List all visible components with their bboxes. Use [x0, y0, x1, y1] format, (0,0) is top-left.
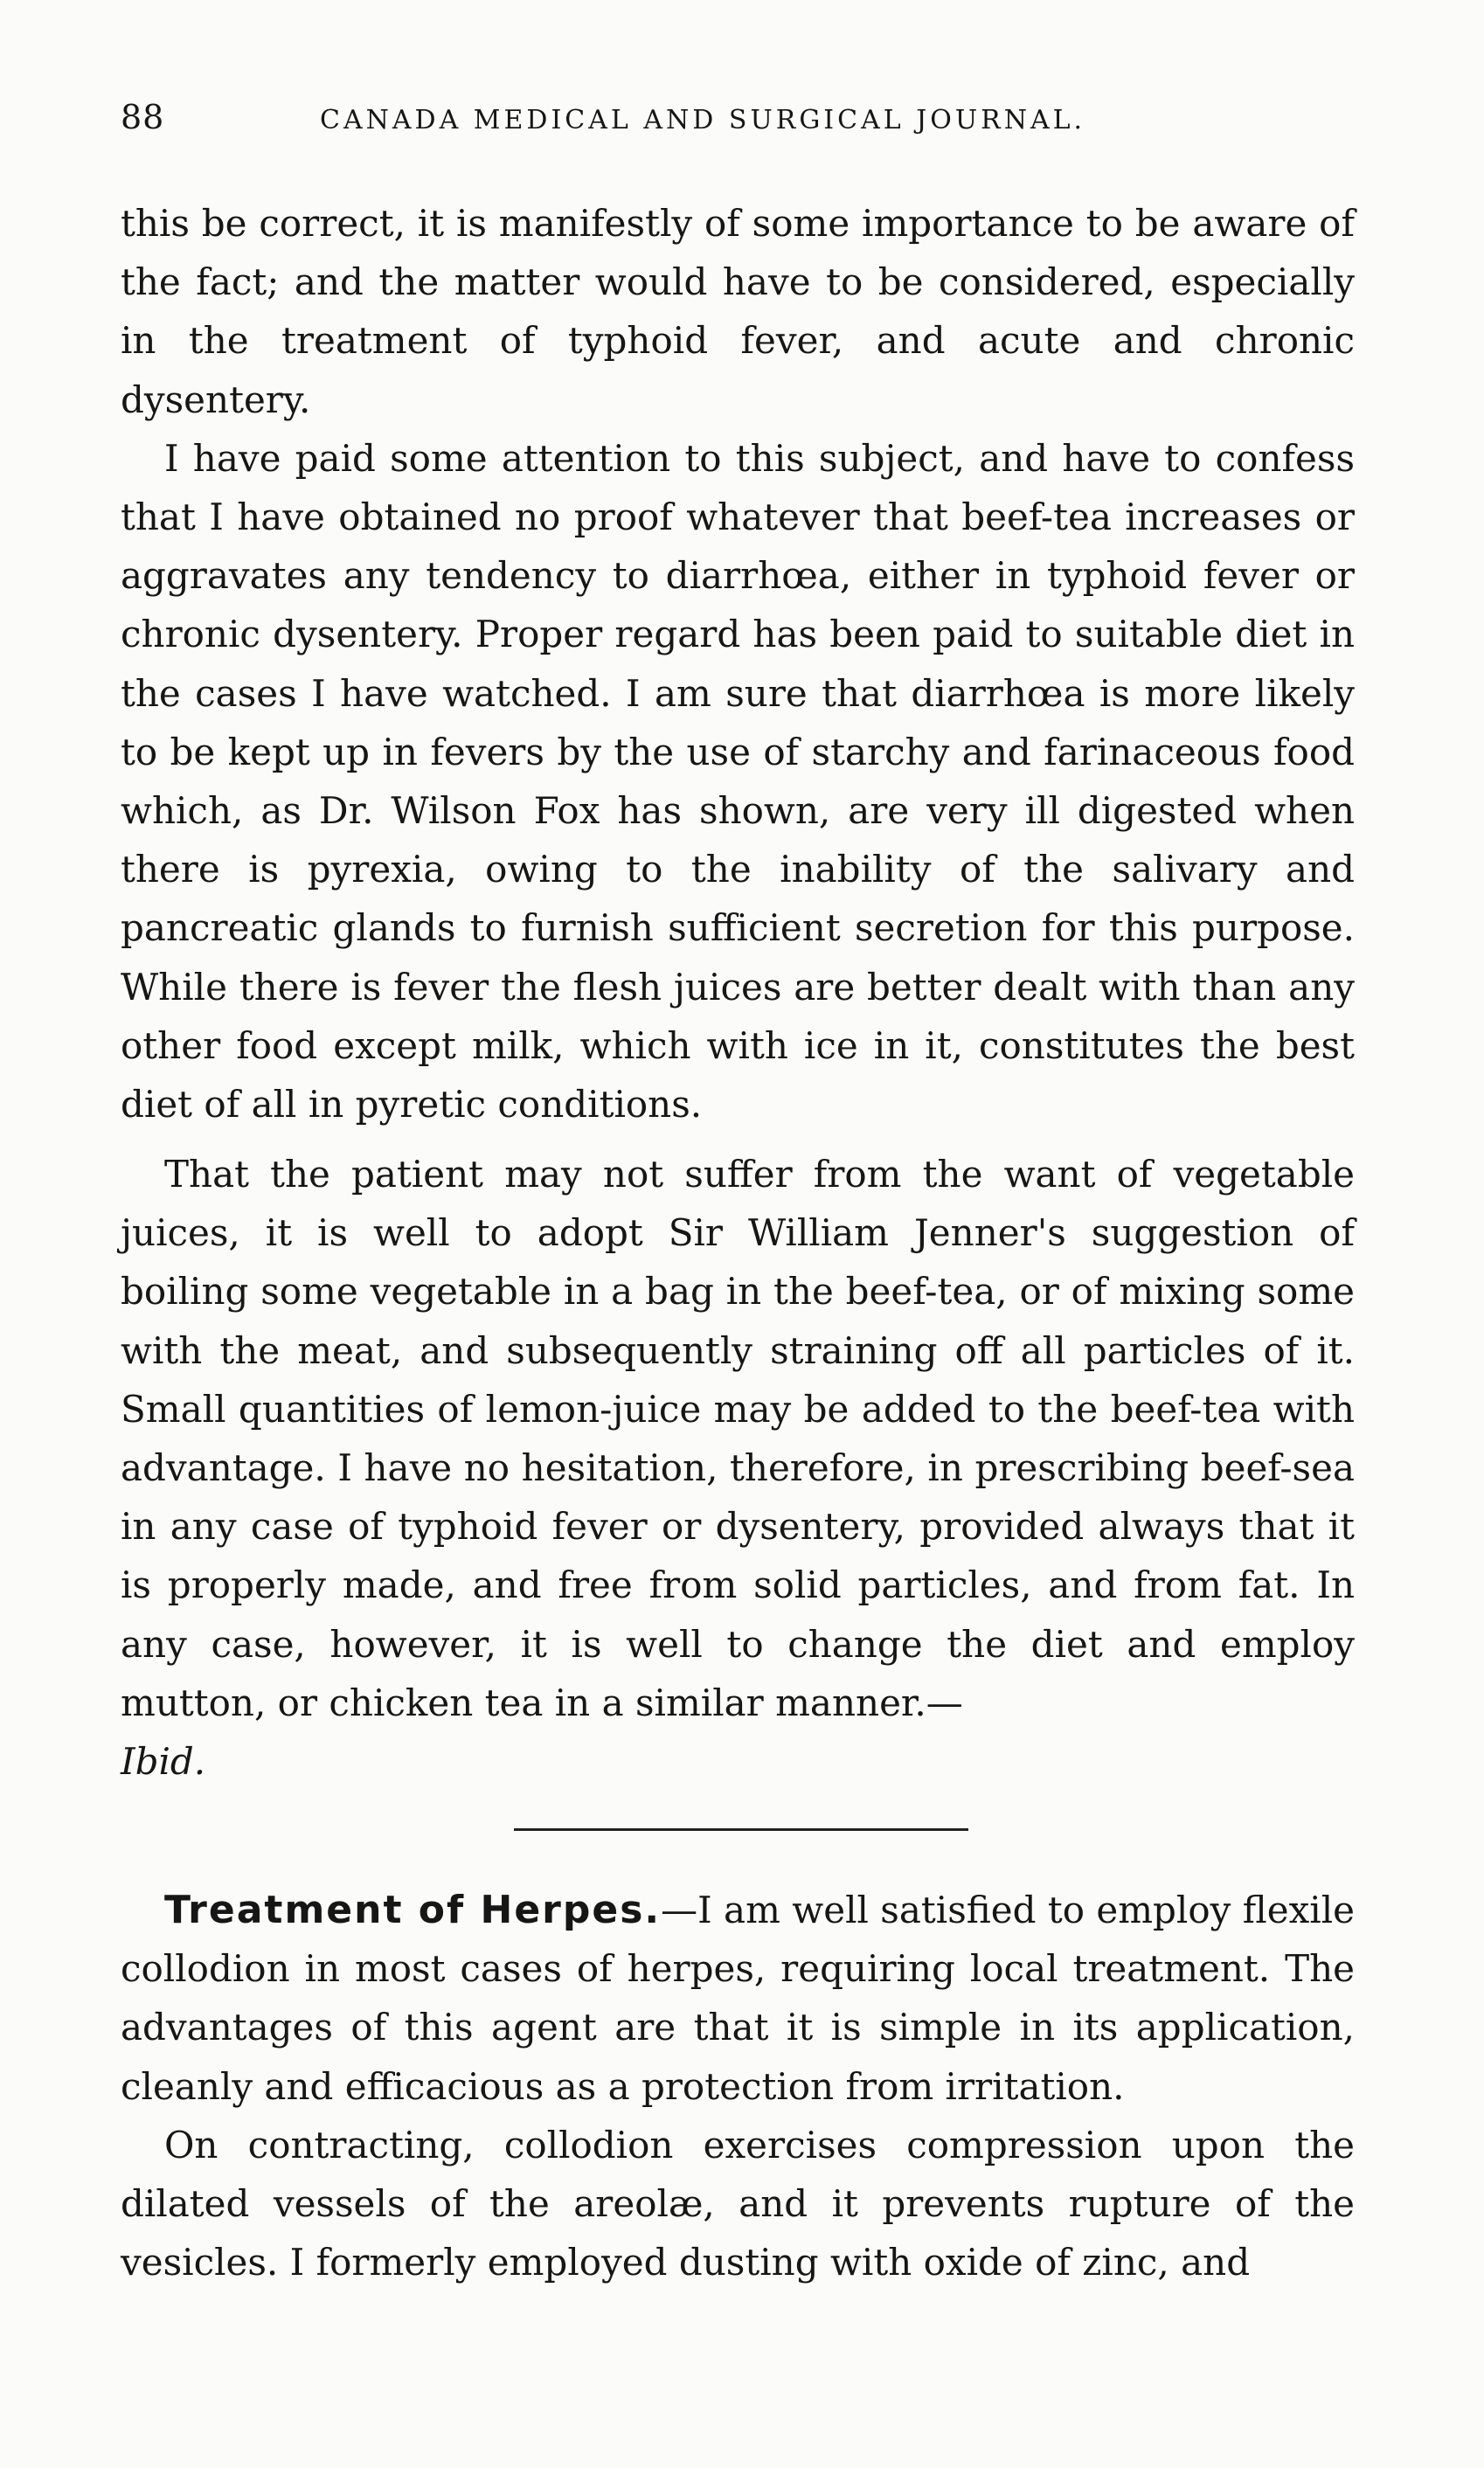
section-divider: [514, 1828, 968, 1831]
page-number: 88: [121, 98, 165, 136]
paragraph-5: On contracting, collodion exercises compression upon the dilated vessels of the areolæ, and it prevents rupture of the vesicles. I formerly employed dusting with oxide of zinc, and: [121, 2123, 1355, 2284]
paragraph-3: [121, 1145, 1355, 1791]
article-continuation: [121, 194, 1355, 1133]
paragraph-4-text: —I am well satisfied to employ flexile collodion in most cases of herpes, requiring local treatment. The advantages of this agent are that it is simple in its application, cleanly and efficacious as a protection from irritation.: [121, 1889, 1356, 2108]
article-conclusion: [121, 1145, 1355, 1791]
paragraph-4: [121, 1881, 1355, 2116]
herpes-article: [121, 1881, 1355, 2291]
running-title: CANADA MEDICAL AND SURGICAL JOURNAL.: [320, 105, 1086, 135]
section-heading: Treatment of Herpes.: [164, 1888, 662, 1932]
paragraph-2: I have paid some attention to this subject, and have to confess that I have obtained no proof whatever that beef-tea increases or aggravates any tendency to diarrhœa, either in typhoid fever or chronic dysentery. Proper regard has been paid to suitable diet in the cases I have watched. I am sure that diarrhœa is more likely to be kept up in fevers by the use of starchy and farinaceous food which, as Dr. Wilson Fox has shown, are very ill digested when there is pyrexia, owing to the inability of the salivary and pancreatic glands to furnish sufficient secretion for this purpose. While there is fever the flesh juices are better dealt with than any other food except milk, which with ice in it, constitutes the best diet of all in pyretic conditions.: [121, 436, 1355, 1127]
page-header: [121, 98, 1362, 150]
paragraph-3-text: That the patient may not suffer from the want of vegetable juices, it is well to adopt Sir William Jenner's suggestion of boiling some vegetable in a bag in the beef-tea, or of mixing some with the meat, and subsequently straining off all particles of it. Small quantities of lemon-juice may be added to the beef-tea with advantage. I have no hesitation, therefore, in prescribing beef-sea in any case of typhoid fever or dysentery, provided always that it is properly made, and free from solid particles, and from fat. In any case, however, it is well to change the diet and employ mutton, or chicken tea in a similar manner.—: [121, 1153, 1355, 1724]
source-reference: Ibid.: [121, 1740, 206, 1784]
paragraph-1: this be correct, it is manifestly of some importance to be aware of the fact; and the matter would have to be considered, especially in the treatment of typhoid fever, and acute and chronic dysentery.: [121, 202, 1355, 421]
